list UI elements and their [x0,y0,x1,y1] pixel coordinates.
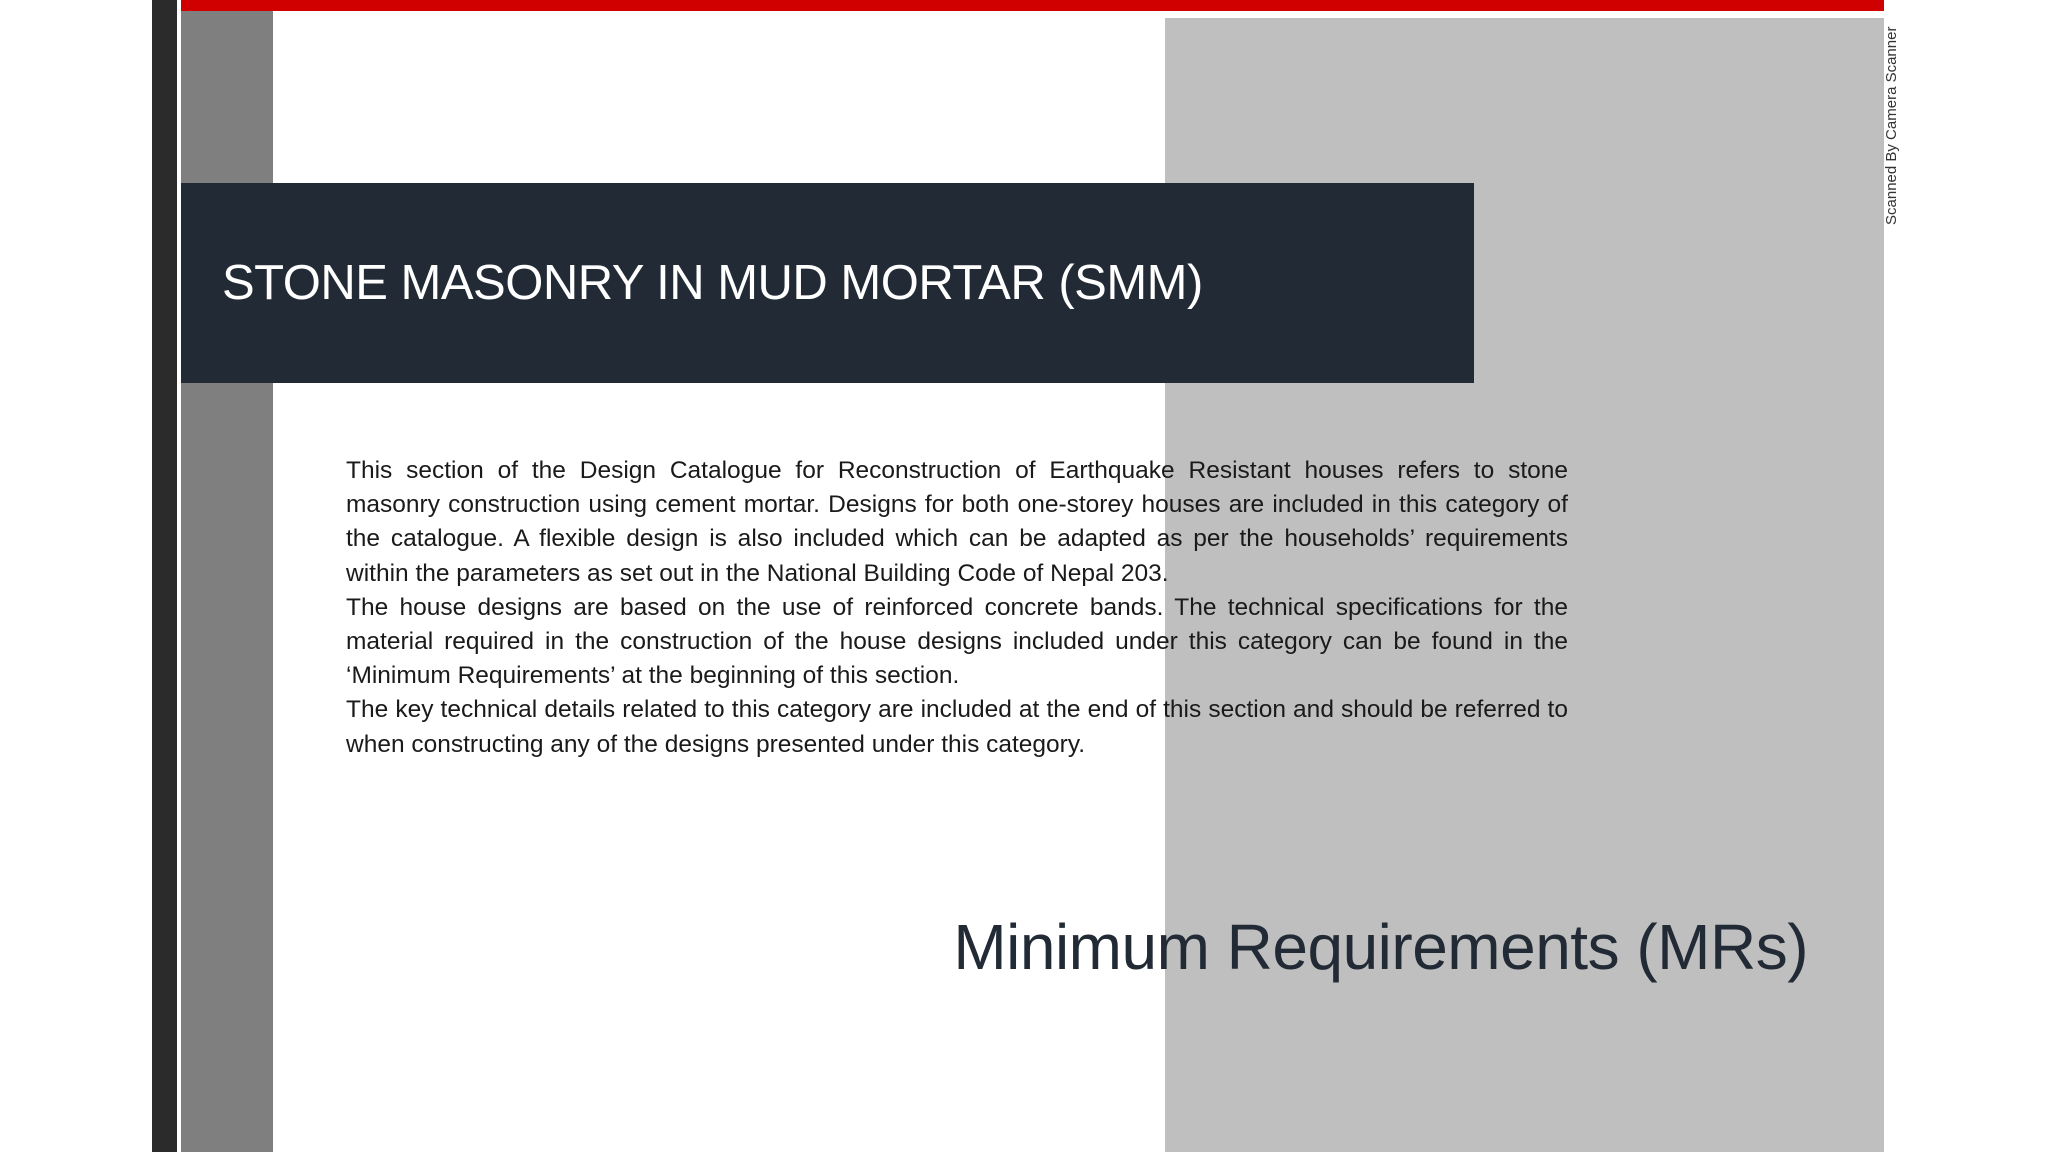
section-heading: Minimum Requirements (MRs) [953,911,1808,983]
body-paragraph-2: The house designs are based on the use of reinforced concrete bands. The technical specifications for the material required in the construction of the house designs included under this category can be found in the ‘Minimum Requirements’ at the beginning of this section. [346,593,1568,690]
top-red-bar [181,0,1884,11]
title-banner [181,183,1474,383]
body-paragraph-3: The key technical details related to this category are included at the end of this section and should be referred to when constructing any of the designs presented under this category. [346,696,1568,758]
body-paragraph-1: This section of the Design Catalogue for Reconstruction of Earthquake Resistant houses refers to stone masonry construction using cement mortar. Designs for both one-storey houses are included in this category of the catalogue. A flexible design is also included which can be adapted as per the households’ requirements within the parameters as set out in the National Building Code of Nepal 203. [346,457,1568,587]
left-dark-edge [152,0,177,1152]
watermark-text: Scanned By Camera Scanner [1883,26,1900,225]
scanner-watermark [1880,0,1910,230]
left-gray-column [181,0,273,1152]
page-title: STONE MASONRY IN MUD MORTAR (SMM) [222,256,1203,310]
body-text [346,454,1568,762]
